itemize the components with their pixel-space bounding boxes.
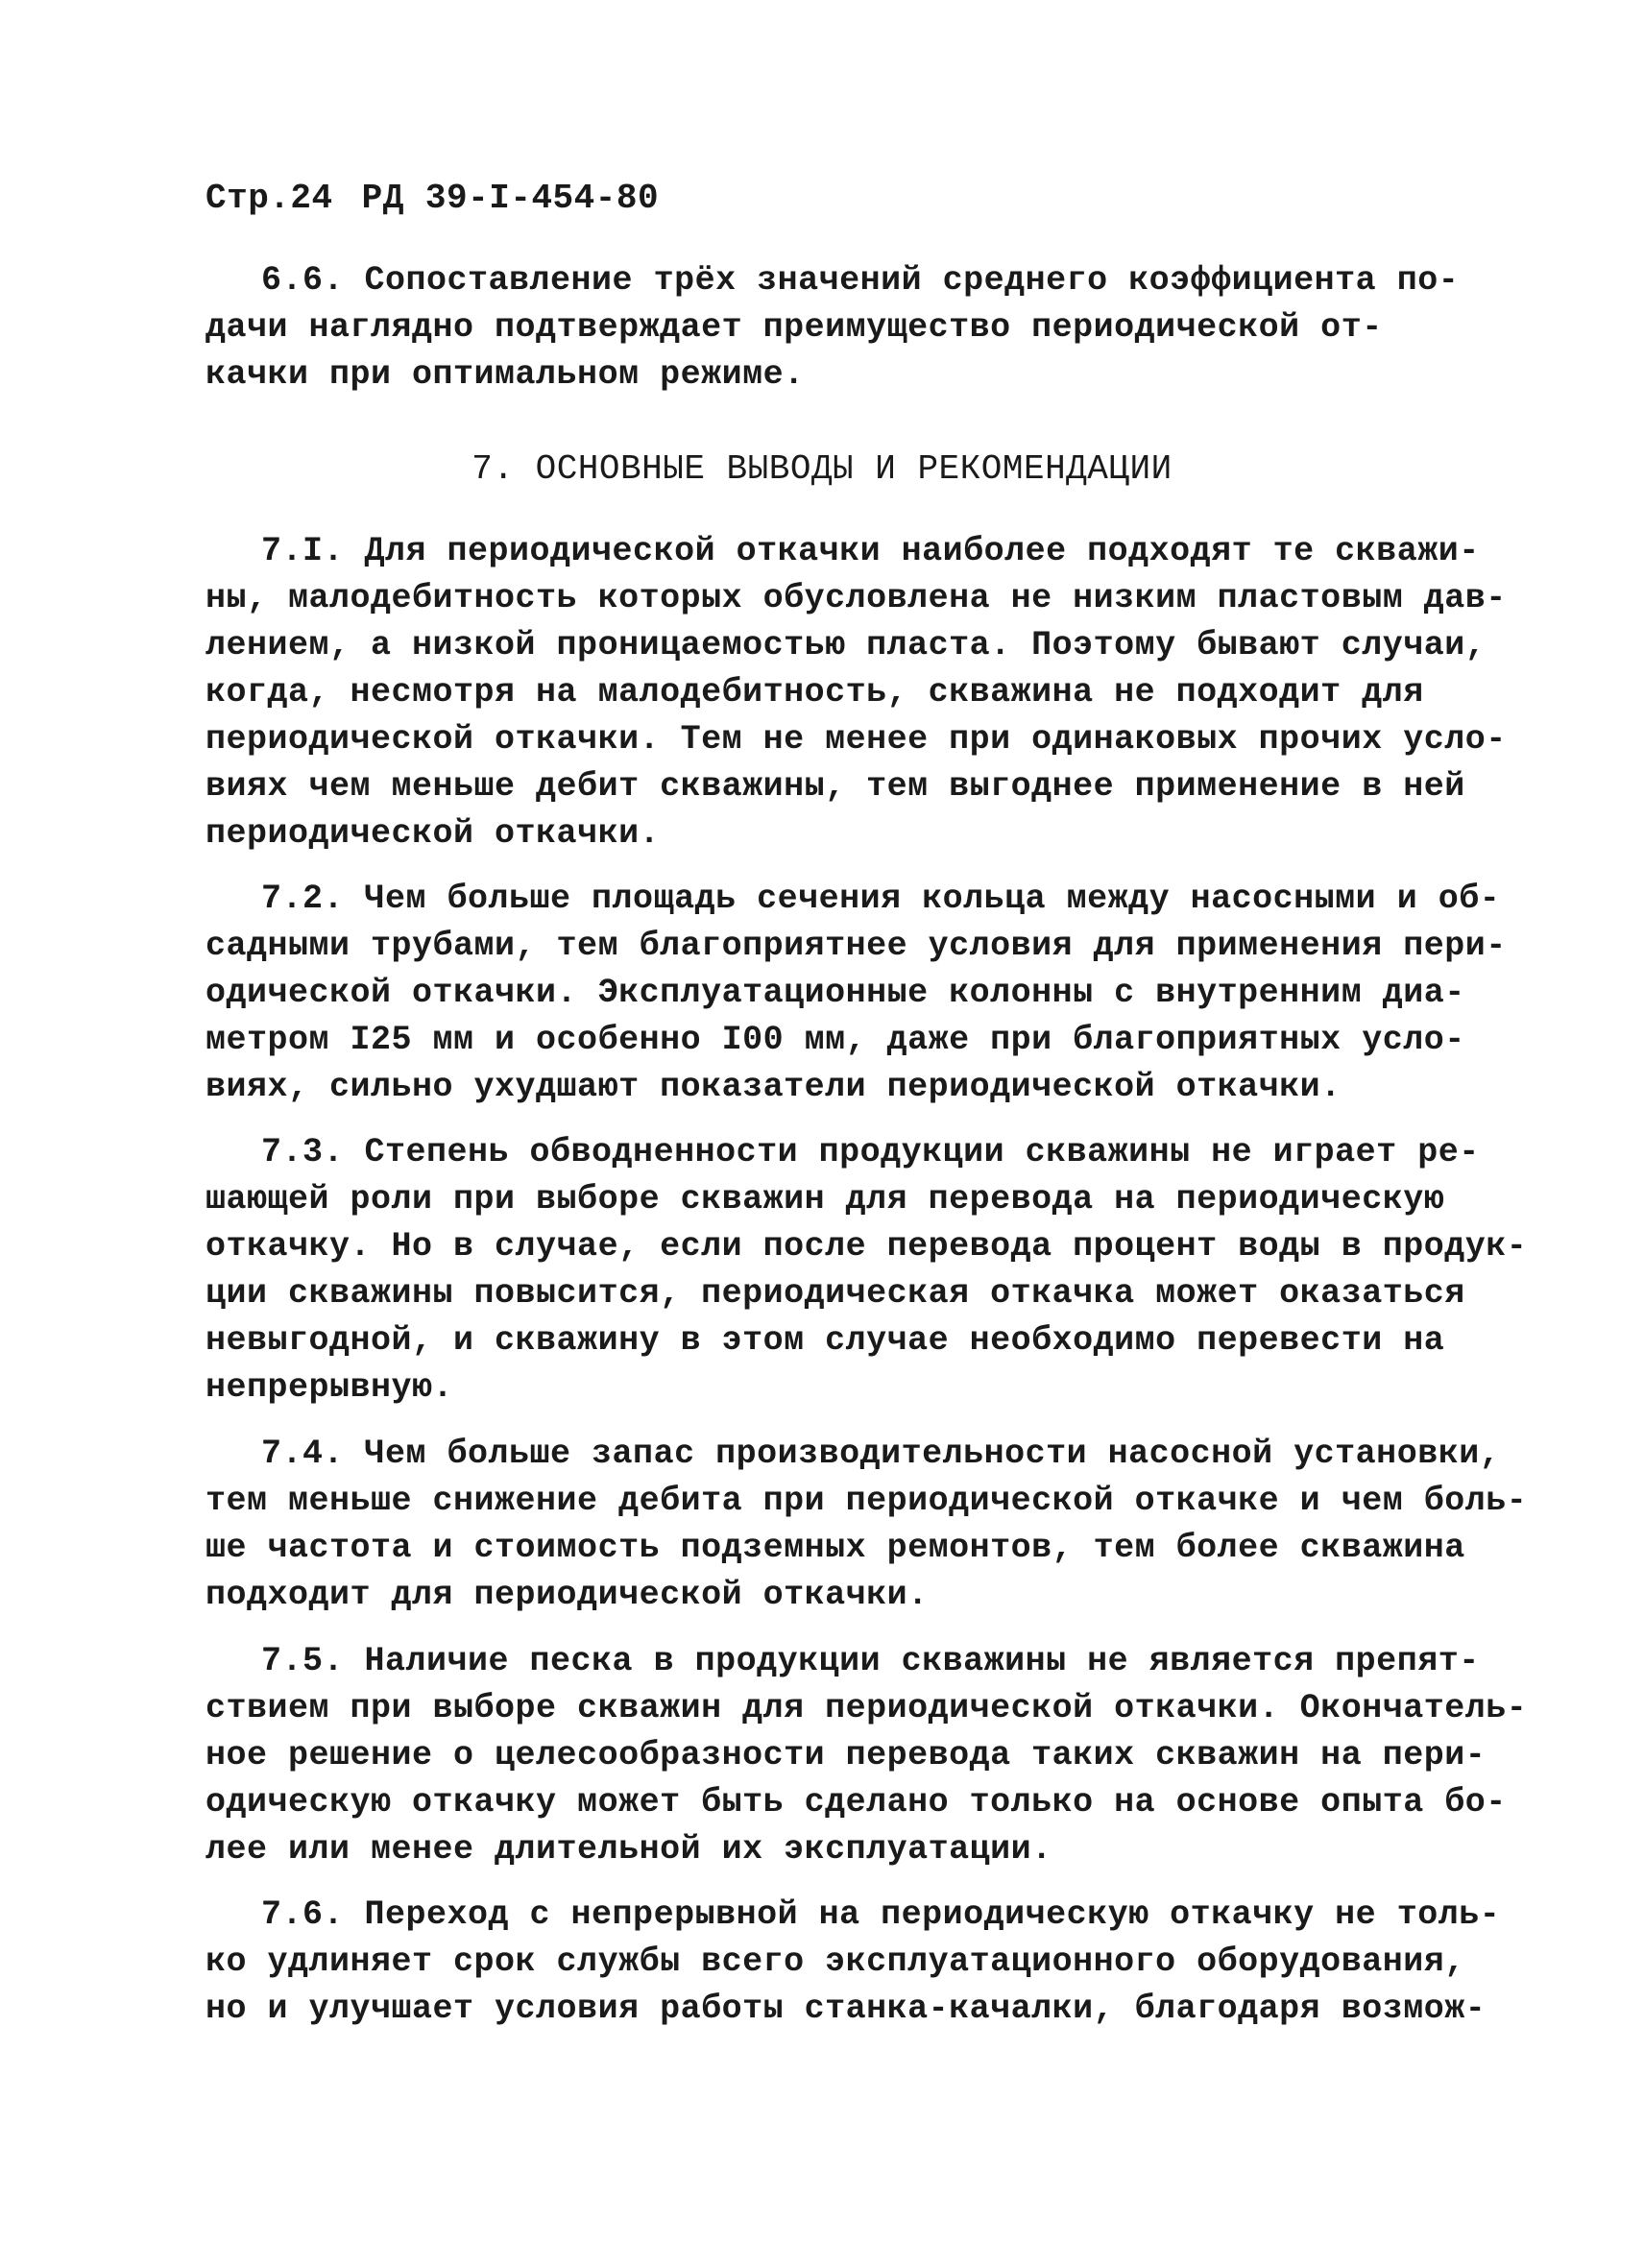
text-line: ное решение о целесообразности перевода таких скважин на пери- (206, 1736, 1487, 1774)
text-line: одическую откачку может быть сделано только на основе опыта бо- (206, 1783, 1507, 1822)
text-line: дачи наглядно подтверждает преимущество периодической от- (206, 308, 1383, 347)
text-line: когда, несмотря на малодебитность, скважина не подходит для (206, 673, 1424, 712)
text-line: виях, сильно ухудшают показатели периодической откачки. (206, 1068, 1342, 1106)
document-number: РД 39-I-454-80 (361, 179, 660, 218)
text-line: виях чем меньше дебит скважины, тем выгоднее применение в ней (206, 767, 1465, 806)
text-line: 7.5. Наличие песка в продукции скважины не является препят- (261, 1642, 1480, 1680)
text-line: непрерывную. (206, 1368, 454, 1407)
text-line: подходит для периодической откачки. (206, 1576, 929, 1614)
text-line: тем меньше снижение дебита при периодической откачке и чем боль- (206, 1482, 1528, 1520)
text-line: шающей роли при выборе скважин для перевода на периодическую (206, 1180, 1445, 1218)
text-line: качки при оптимальном режиме. (206, 355, 805, 394)
text-line: откачку. Но в случае, если после перевода процент воды в продук- (206, 1227, 1528, 1266)
text-line: ко удлиняет срок службы всего эксплуатационного оборудования, (206, 1942, 1465, 1981)
text-line: ции скважины повысится, периодическая откачка может оказаться (206, 1274, 1465, 1313)
text-line: ны, малодебитность которых обусловлена не низким пластовым дав- (206, 579, 1507, 617)
text-line: 7.I. Для периодической откачки наиболее подходят те скважи- (261, 532, 1480, 570)
text-line: лением, а низкой проницаемостью пласта. Поэтому бывают случаи, (206, 626, 1487, 664)
text-line: 6.6. Сопоставление трёх значений среднего коэффициента по- (261, 261, 1460, 300)
text-line: метром I25 мм и особенно I00 мм, даже при благоприятных усло- (206, 1021, 1465, 1059)
text-line: одической откачки. Эксплуатационные колонны с внутренним диа- (206, 974, 1465, 1012)
text-line: 7.3. Степень обводненности продукции скважины не играет ре- (261, 1133, 1480, 1171)
text-line: 7.6. Переход с непрерывной на периодическую откачку не толь- (261, 1895, 1501, 1934)
page-label: Стр.24 (206, 179, 333, 218)
text-line: лее или менее длительной их эксплуатации. (206, 1830, 1052, 1869)
text-line: 7.2. Чем больше площадь сечения кольца между насосными и об- (261, 880, 1501, 918)
text-line: периодической откачки. Тем не менее при одинаковых прочих усло- (206, 720, 1507, 759)
text-line: ше частота и стоимость подземных ремонтов, тем более скважина (206, 1529, 1465, 1567)
text-line: невыгодной, и скважину в этом случае необходимо перевести на (206, 1321, 1445, 1360)
page-header (206, 179, 659, 218)
text-line: ствием при выборе скважин для периодической откачки. Окончатель- (206, 1689, 1528, 1727)
text-line: 7.4. Чем больше запас производительности насосной установки, (261, 1435, 1501, 1473)
text-line: но и улучшает условия работы станка-качалки, благодаря возмож- (206, 1990, 1487, 2028)
section-heading: 7. ОСНОВНЫЕ ВЫВОДЫ И РЕКОМЕНДАЦИИ (471, 449, 1173, 489)
text-line: периодической откачки. (206, 814, 661, 853)
text-line: садными трубами, тем благоприятнее условия для применения пери- (206, 927, 1507, 965)
